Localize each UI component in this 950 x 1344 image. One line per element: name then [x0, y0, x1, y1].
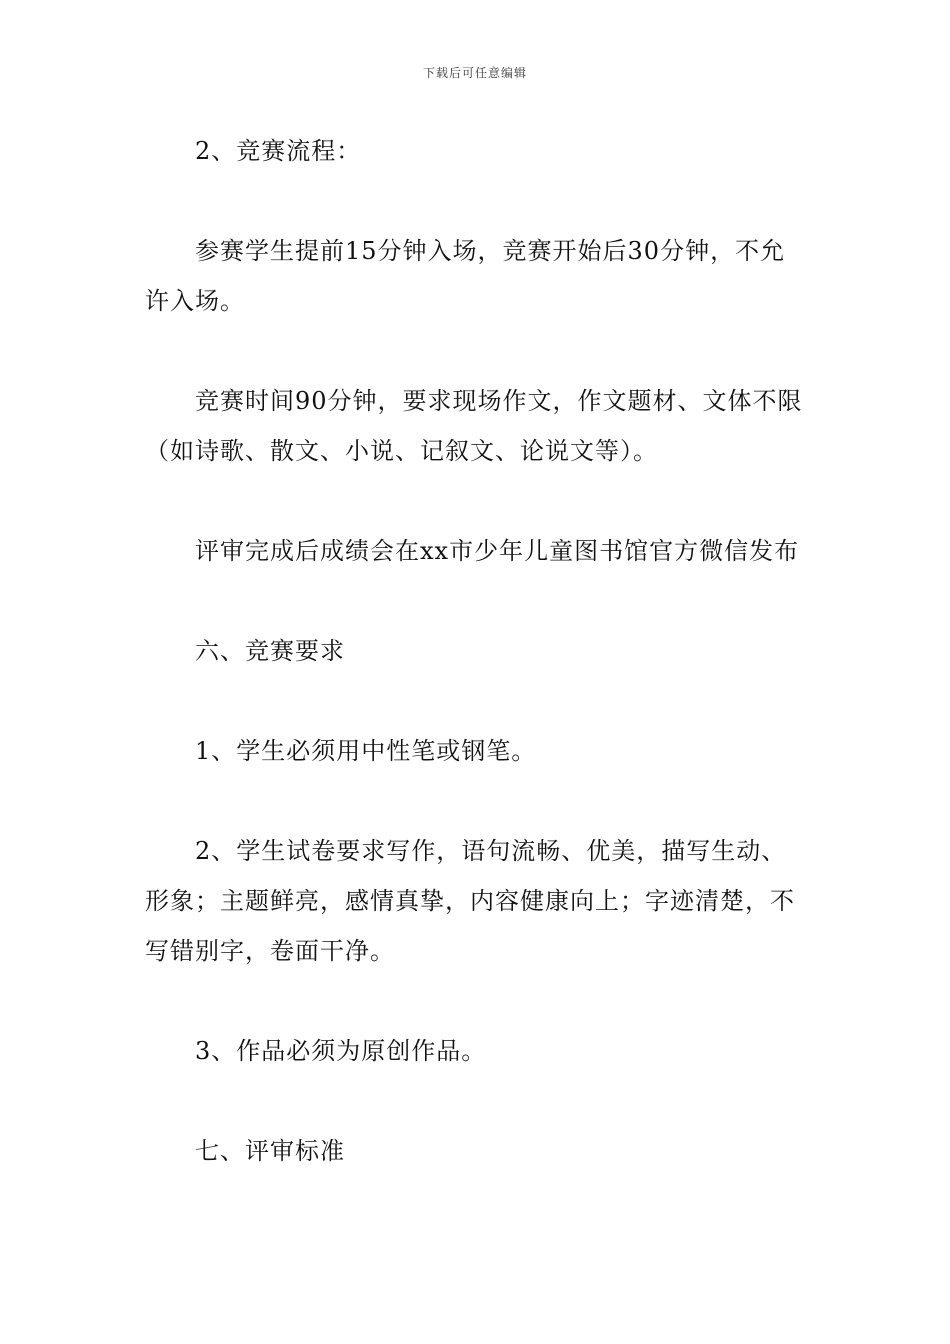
- paragraph-competition-duration: 竞赛时间90分钟，要求现场作文，作文题材、文体不限（如诗歌、散文、小说、记叙文、论说文等）。: [145, 387, 803, 465]
- paragraph-requirement-3: 3、作品必须为原创作品。: [195, 1037, 487, 1065]
- section-heading-requirements: 六、竞赛要求: [195, 637, 345, 665]
- page-header: 下载后可任意编辑: [422, 66, 527, 80]
- paragraph-requirement-2: 2、学生试卷要求写作，语句流畅、优美，描写生动、形象；主题鲜亮，感情真挚，内容健康向上；字迹清楚，不写错别字，卷面干净。: [145, 837, 795, 965]
- paragraph-results-release: 评审完成后成绩会在xx市少年儿童图书馆官方微信发布: [195, 537, 800, 565]
- paragraph-entry-time: 参赛学生提前15分钟入场，竞赛开始后30分钟，不允许入场。: [145, 237, 786, 315]
- section-heading-judging-criteria: 七、评审标准: [195, 1137, 345, 1165]
- paragraph-competition-process-heading: 2、竞赛流程：: [195, 137, 362, 165]
- document-body: [145, 126, 810, 1226]
- paragraph-requirement-1: 1、学生必须用中性笔或钢笔。: [195, 737, 537, 765]
